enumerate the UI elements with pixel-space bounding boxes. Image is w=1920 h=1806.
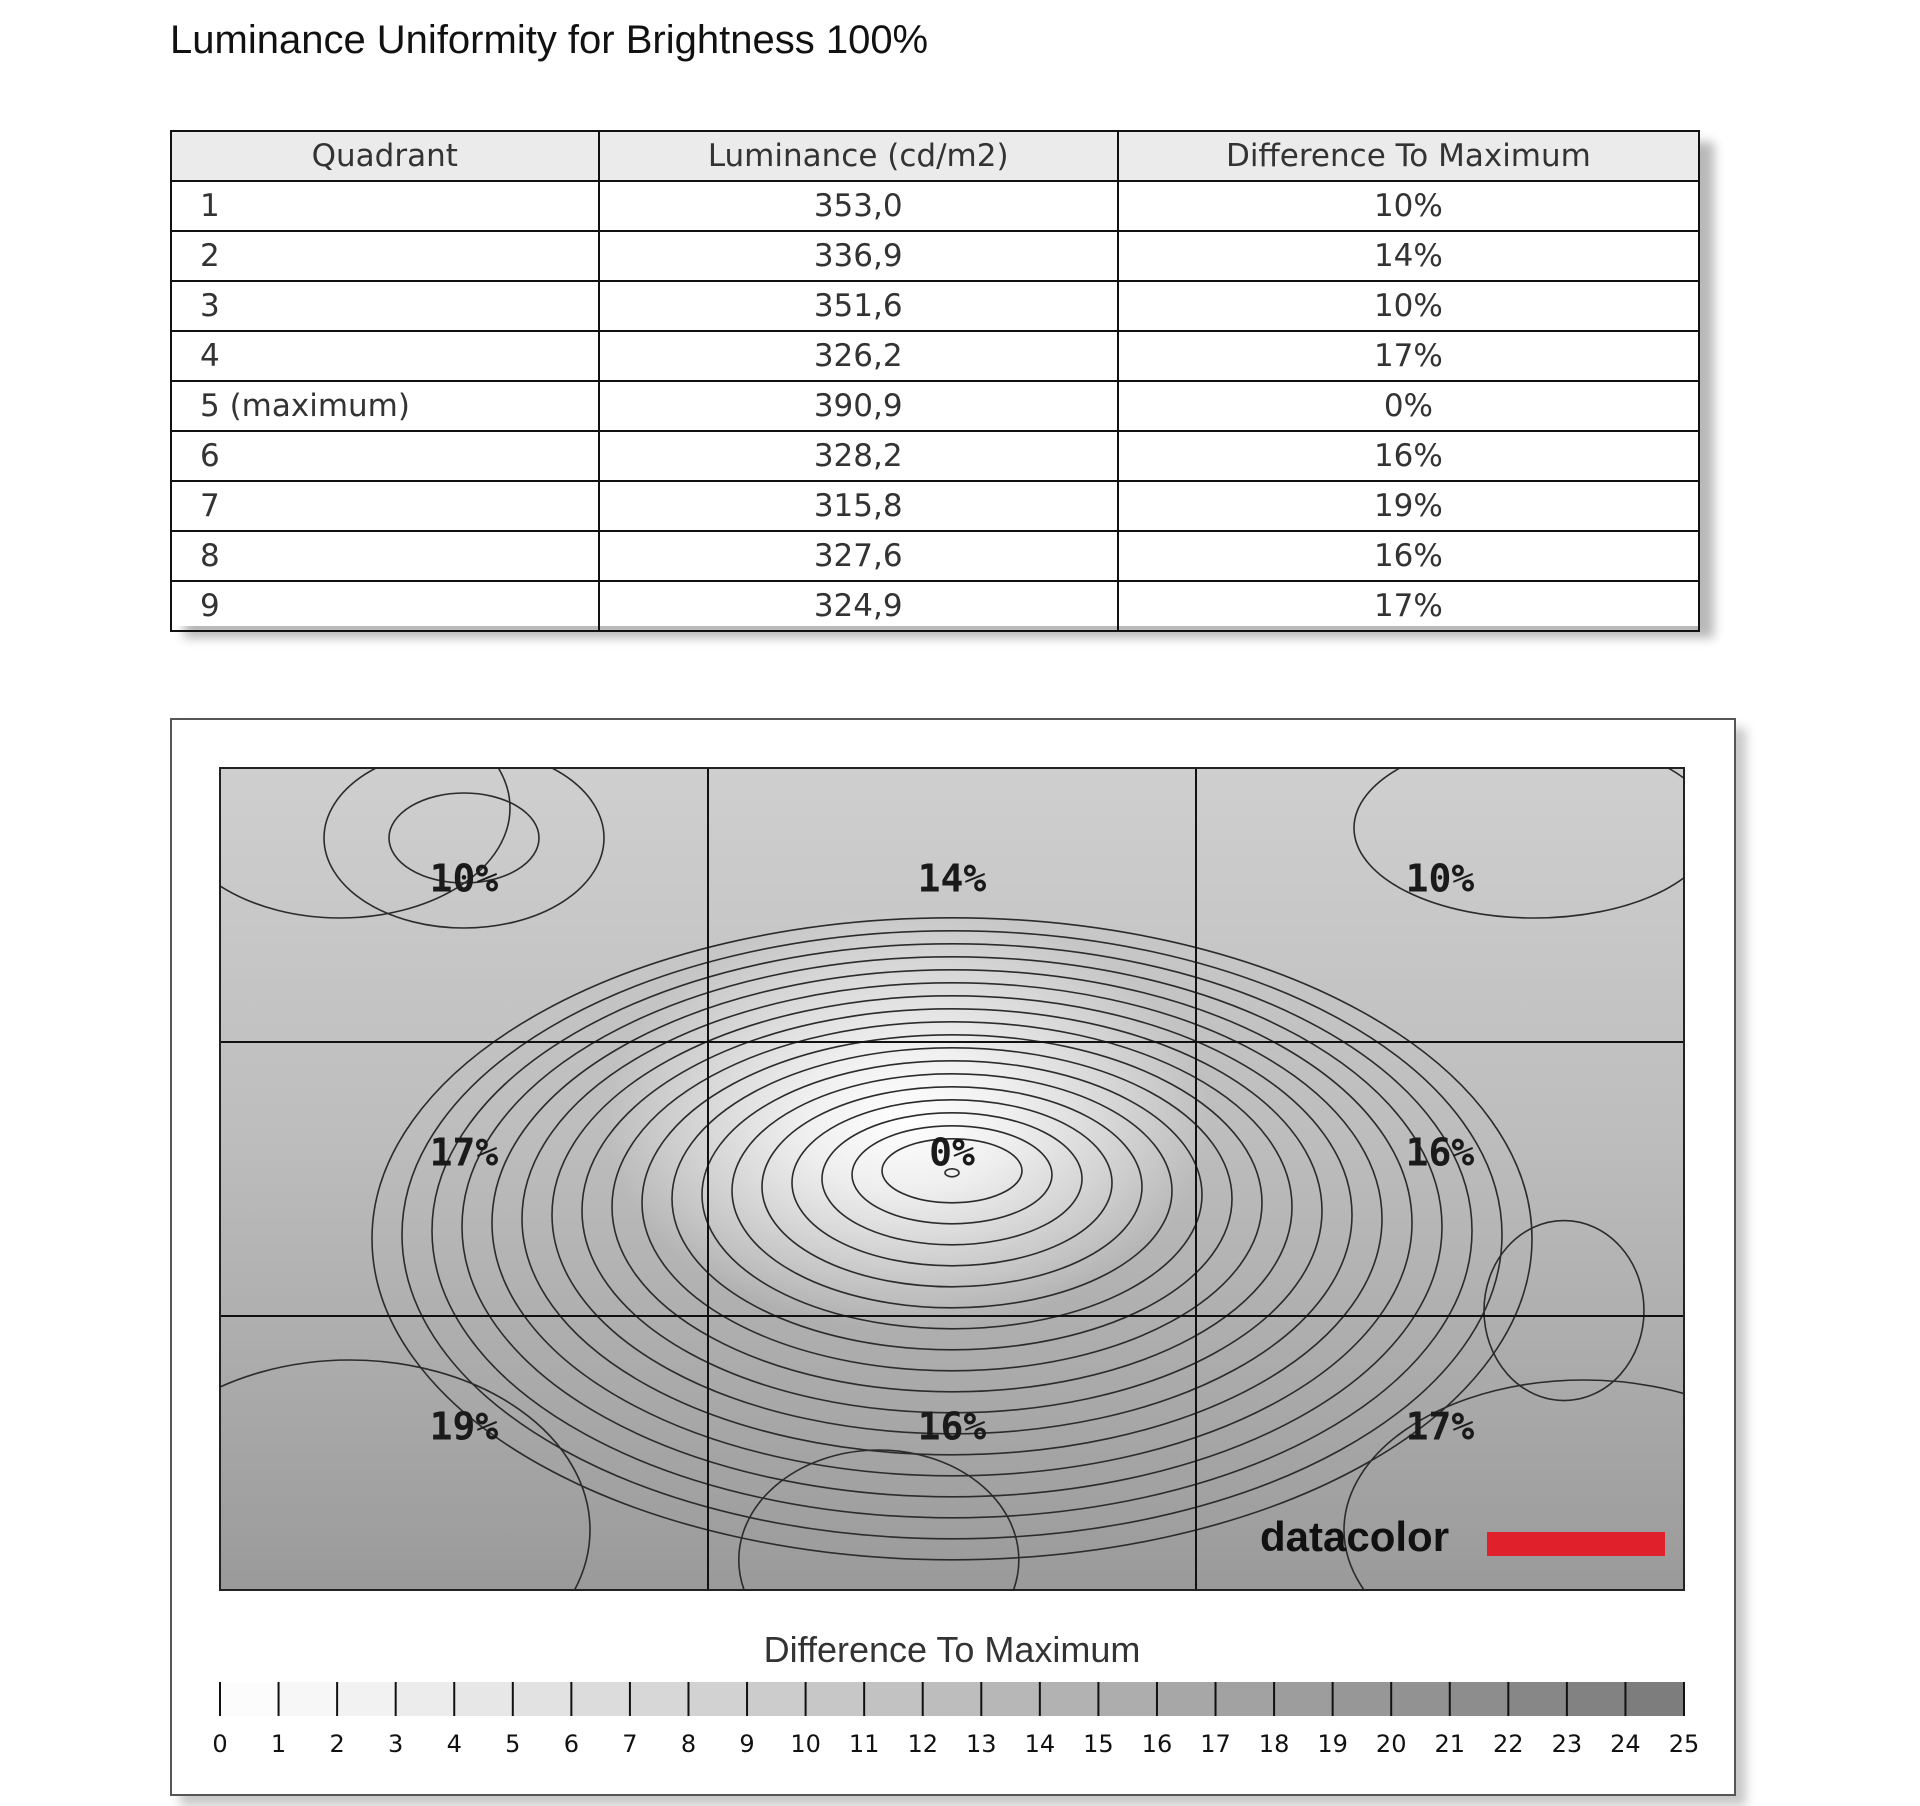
scale-tick-label: 2 <box>329 1730 345 1758</box>
quadrant-cell: 8 <box>171 531 599 581</box>
quadrant-value-label: 16% <box>917 1404 987 1449</box>
luminance-cell: 326,2 <box>599 331 1118 381</box>
scale-segment <box>747 1682 806 1716</box>
luminance-cell: 315,8 <box>599 481 1118 531</box>
quadrant-value-label: 10% <box>429 856 499 901</box>
uniformity-chart-panel <box>170 718 1736 1796</box>
quadrant-cell: 5 (maximum) <box>171 381 599 431</box>
scale-segment <box>1157 1682 1216 1716</box>
scale-segment <box>571 1682 630 1716</box>
scale-segment <box>396 1682 455 1716</box>
table-row <box>171 181 1699 231</box>
color-scale <box>212 1682 1699 1758</box>
table-row <box>171 281 1699 331</box>
scale-segment <box>630 1682 689 1716</box>
scale-segment <box>1625 1682 1684 1716</box>
datacolor-wordmark: datacolor <box>1260 1513 1450 1560</box>
scale-tick-label: 23 <box>1551 1730 1583 1758</box>
quadrant-value-label: 17% <box>429 1130 499 1175</box>
luminance-cell: 353,0 <box>599 181 1118 231</box>
difference-cell: 10% <box>1118 181 1699 231</box>
scale-tick-label: 19 <box>1317 1730 1348 1758</box>
scale-tick-label: 18 <box>1258 1730 1290 1758</box>
scale-tick-label: 7 <box>622 1730 638 1758</box>
scale-tick-label: 15 <box>1083 1730 1114 1758</box>
scale-segment <box>923 1682 982 1716</box>
scale-tick-label: 3 <box>388 1730 404 1758</box>
quadrant-value-label: 19% <box>429 1404 499 1449</box>
scale-tick-label: 13 <box>966 1730 997 1758</box>
table-row <box>171 531 1699 581</box>
scale-segment <box>513 1682 572 1716</box>
scale-segment <box>1098 1682 1157 1716</box>
quadrant-value-label: 14% <box>917 856 987 901</box>
scale-tick-label: 17 <box>1200 1730 1231 1758</box>
scale-segment <box>1333 1682 1392 1716</box>
difference-cell: 16% <box>1118 531 1699 581</box>
scale-title: Difference To Maximum <box>763 1629 1141 1670</box>
header-luminance: Luminance (cd/m2) <box>599 131 1118 181</box>
quadrant-value-label: 16% <box>1405 1130 1475 1175</box>
scale-segment <box>688 1682 747 1716</box>
scale-segment <box>1040 1682 1099 1716</box>
difference-cell: 17% <box>1118 331 1699 381</box>
scale-segment <box>1216 1682 1275 1716</box>
scale-tick-label: 0 <box>212 1730 228 1758</box>
scale-tick-label: 12 <box>907 1730 938 1758</box>
scale-segment <box>1391 1682 1450 1716</box>
luminance-table <box>170 130 1700 632</box>
quadrant-cell: 3 <box>171 281 599 331</box>
scale-tick-label: 9 <box>739 1730 755 1758</box>
scale-segment <box>220 1682 279 1716</box>
quadrant-value-label: 17% <box>1405 1404 1475 1449</box>
luminance-cell: 327,6 <box>599 531 1118 581</box>
quadrant-cell: 1 <box>171 181 599 231</box>
scale-tick-label: 11 <box>848 1730 880 1758</box>
difference-cell: 17% <box>1118 581 1699 631</box>
scale-tick-label: 1 <box>270 1730 287 1758</box>
scale-segment <box>981 1682 1040 1716</box>
table-row <box>171 331 1699 381</box>
page-title: Luminance Uniformity for Brightness 100% <box>170 18 929 62</box>
difference-cell: 10% <box>1118 281 1699 331</box>
scale-tick-label: 21 <box>1434 1730 1466 1758</box>
scale-segment <box>806 1682 865 1716</box>
scale-segment <box>1567 1682 1626 1716</box>
difference-cell: 19% <box>1118 481 1699 531</box>
luminance-cell: 390,9 <box>599 381 1118 431</box>
header-quadrant: Quadrant <box>171 131 599 181</box>
luminance-cell: 336,9 <box>599 231 1118 281</box>
scale-tick-label: 10 <box>790 1730 821 1758</box>
scale-segment <box>864 1682 923 1716</box>
scale-tick-label: 6 <box>563 1730 580 1758</box>
difference-cell: 14% <box>1118 231 1699 281</box>
luminance-cell: 328,2 <box>599 431 1118 481</box>
quadrant-cell: 6 <box>171 431 599 481</box>
difference-cell: 0% <box>1118 381 1699 431</box>
quadrant-value-label: 0% <box>929 1130 975 1175</box>
table-row <box>171 581 1699 631</box>
uniformity-heatmap <box>172 720 1734 1794</box>
datacolor-red-bar <box>1487 1532 1665 1556</box>
scale-segment <box>1508 1682 1567 1716</box>
scale-segment <box>1274 1682 1333 1716</box>
scale-tick-label: 14 <box>1024 1730 1056 1758</box>
scale-segment <box>279 1682 338 1716</box>
quadrant-cell: 4 <box>171 331 599 381</box>
table-row <box>171 381 1699 431</box>
table-row <box>171 431 1699 481</box>
table-row <box>171 231 1699 281</box>
scale-tick-label: 22 <box>1493 1730 1524 1758</box>
scale-tick-label: 8 <box>680 1730 697 1758</box>
scale-tick-label: 4 <box>446 1730 462 1758</box>
scale-tick-label: 25 <box>1668 1730 1700 1758</box>
scale-segment <box>1450 1682 1509 1716</box>
quadrant-cell: 9 <box>171 581 599 631</box>
table-header-row <box>171 131 1699 181</box>
quadrant-cell: 7 <box>171 481 599 531</box>
table-row <box>171 481 1699 531</box>
quadrant-cell: 2 <box>171 231 599 281</box>
luminance-table-container <box>170 130 1700 626</box>
scale-segment <box>454 1682 513 1716</box>
luminance-cell: 351,6 <box>599 281 1118 331</box>
quadrant-value-label: 10% <box>1405 856 1475 901</box>
luminance-cell: 324,9 <box>599 581 1118 631</box>
scale-tick-label: 24 <box>1610 1730 1641 1758</box>
header-difference: Difference To Maximum <box>1118 131 1699 181</box>
scale-tick-label: 20 <box>1375 1730 1407 1758</box>
scale-tick-label: 5 <box>505 1730 521 1758</box>
scale-tick-label: 16 <box>1141 1730 1173 1758</box>
scale-segment <box>337 1682 396 1716</box>
difference-cell: 16% <box>1118 431 1699 481</box>
